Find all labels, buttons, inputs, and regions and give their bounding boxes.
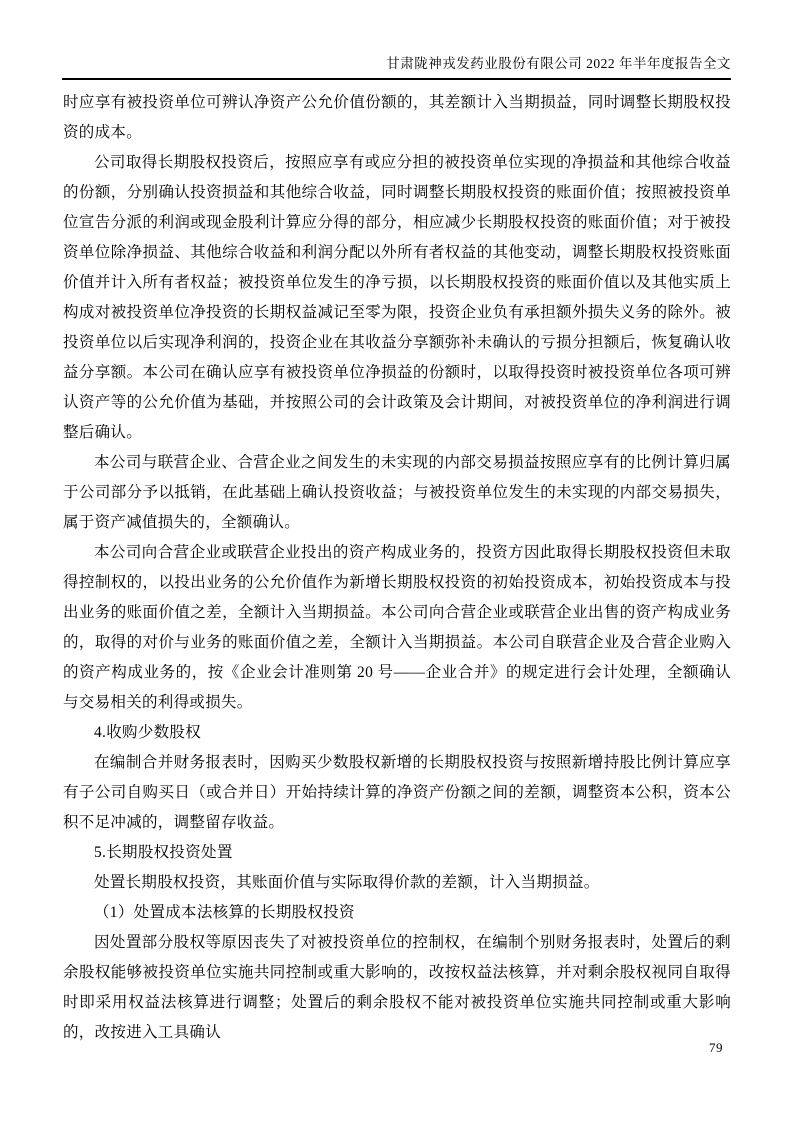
page-header — [62, 52, 731, 80]
section-heading-5: 5.长期股权投资处置 — [94, 844, 233, 861]
paragraph: 因处置部分股权等原因丧失了对被投资单位的控制权，在编制个别财务报表时，处置后的剩余股权能够被投资单位实施共同控制或重大影响的，改按权益法核算，并对剩余股权视同自取得时即采用权益法核算进行调整；处置后的剩余股权不能对被投资单位实施共同控制或重大影响的，改按进入工具确认 — [63, 934, 731, 1041]
paragraph: 本公司向合营企业或联营企业投出的资产构成业务的，投资方因此取得长期股权投资但未取得控制权的，以投出业务的公允价值作为新增长期股权投资的初始投资成本，初始投资成本与投出业务的账面价值之差，全额计入当期损益。本公司向合营企业或联营企业出售的资产构成业务的，取得的对价与业务的账面价值之差，全额计入当期损益。本公司自联营企业及合营企业购入的资产构成业务的，按《企业会计准则第 20 号——企业合并》的规定进行会计处理，全额确认与交易相关的利得或损失。 — [63, 544, 731, 711]
document-body — [63, 88, 731, 1048]
paragraph: 处置长期股权投资，其账面价值与实际取得价款的差额，计入当期损益。 — [94, 874, 600, 891]
paragraph: 在编制合并财务报表时，因购买少数股权新增的长期股权投资与按照新增持股比例计算应享有子公司自购买日（或合并日）开始持续计算的净资产份额之间的差额，调整资本公积，资本公积不足冲减的，调整留存收益。 — [63, 754, 731, 831]
sub-heading-1: （1）处置成本法核算的长期股权投资 — [94, 904, 355, 921]
page-number: 79 — [709, 1040, 723, 1055]
paragraph: 本公司与联营企业、合营企业之间发生的未实现的内部交易损益按照应享有的比例计算归属于公司部分予以抵销，在此基础上确认投资收益；与被投资单位发生的未实现的内部交易损失，属于资产减值损失的，全额确认。 — [63, 454, 731, 531]
paragraph-continuation: 时应享有被投资单位可辨认净资产公允价值份额的，其差额计入当期损益，同时调整长期股权投资的成本。 — [63, 94, 731, 141]
header-title: 甘肃陇神戎发药业股份有限公司 2022 年半年度报告全文 — [386, 56, 731, 71]
section-heading-4: 4.收购少数股权 — [94, 724, 202, 741]
paragraph: 公司取得长期股权投资后，按照应享有或应分担的被投资单位实现的净损益和其他综合收益的份额，分别确认投资损益和其他综合收益，同时调整长期股权投资的账面价值；按照被投资单位宣告分派的利润或现金股利计算应分得的部分，相应减少长期股权投资的账面价值；对于被投资单位除净损益、其他综合收益和利润分配以外所有者权益的其他变动，调整长期股权投资账面价值并计入所有者权益；被投资单位发生的净亏损，以长期股权投资的账面价值以及其他实质上构成对被投资单位净投资的长期权益减记至零为限，投资企业负有承担额外损失义务的除外。被投资单位以后实现净利润的，投资企业在其收益分享额弥补未确认的亏损分担额后，恢复确认收益分享额。本公司在确认应享有被投资单位净损益的份额时，以取得投资时被投资单位各项可辨认资产等的公允价值为基础，并按照公司的会计政策及会计期间，对被投资单位的净利润进行调整后确认。 — [63, 154, 731, 441]
